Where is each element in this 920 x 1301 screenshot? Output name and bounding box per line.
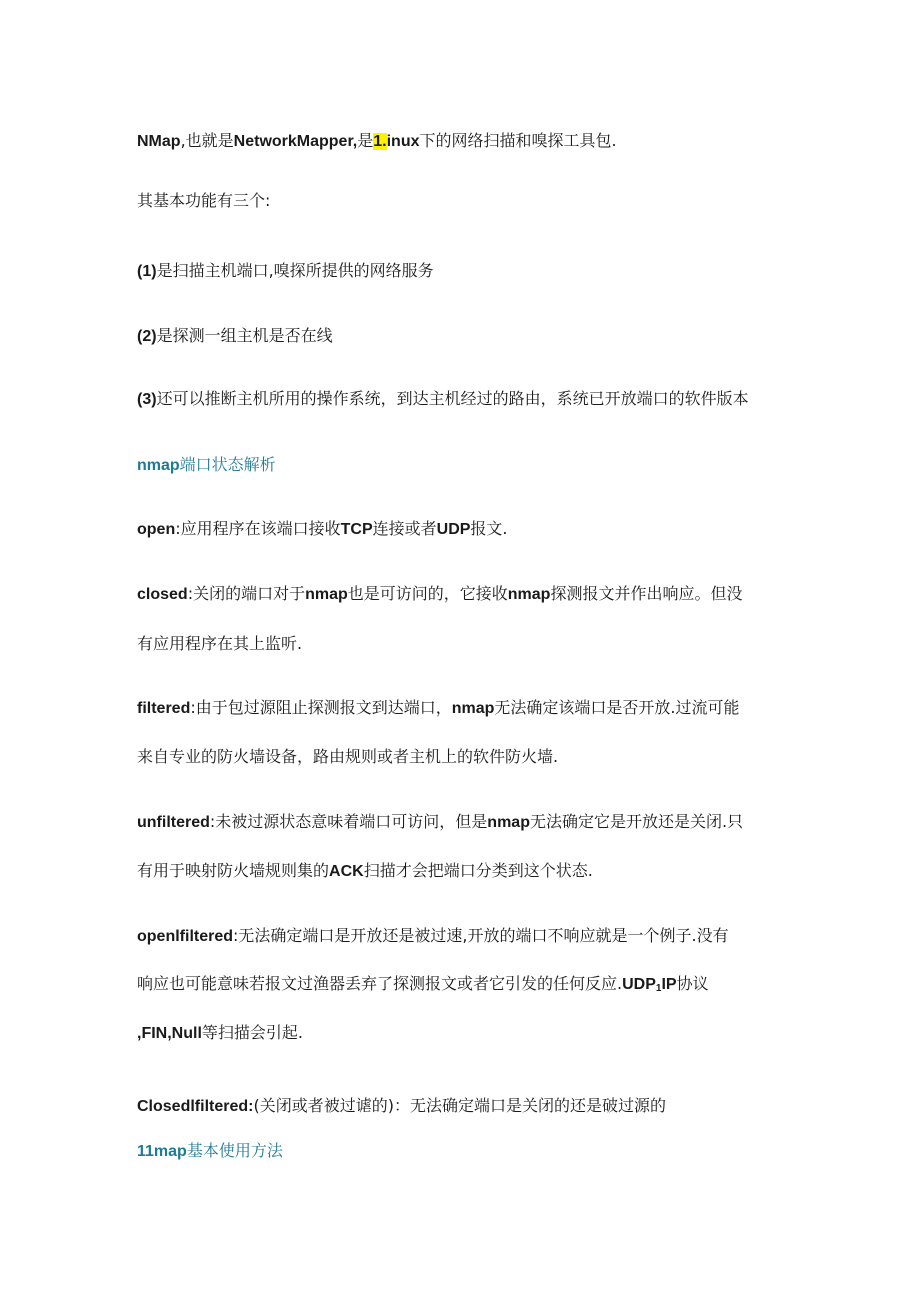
state-term: Closedlfiltered:: [137, 1098, 254, 1115]
heading-term: 11map: [137, 1143, 187, 1160]
state-term: closed: [137, 586, 188, 603]
term-network-mapper: NetworkMapper,: [233, 133, 358, 150]
state-text: 扫描才会把端口分类到这个状态.: [363, 861, 593, 880]
heading-text: 端口状态解析: [179, 455, 276, 474]
heading-text: 基本使用方法: [186, 1141, 283, 1160]
state-term: filtered: [137, 700, 191, 717]
term-nmap: nmap: [487, 814, 530, 831]
function-item-3: [137, 388, 797, 411]
state-text: 探测报文并作出响应。但没: [550, 584, 743, 603]
state-text: :关闭的端口对于: [187, 584, 306, 603]
state-text: :应用程序在该端口接收: [175, 519, 341, 538]
state-text: (关闭或者被过谑的)：无法确定端口是关闭的还是破过源的: [253, 1096, 666, 1115]
state-closed-line-2: 有应用程序在其上监听.: [137, 634, 303, 653]
state-term: openlfiltered: [137, 928, 234, 945]
state-text: 有用于映射防火墙规则集的: [137, 861, 330, 880]
state-filtered: [137, 697, 797, 720]
state-unfiltered: [137, 811, 797, 834]
state-term: open: [137, 521, 176, 538]
term-ack: ACK: [329, 863, 364, 880]
term-udp: UDP: [622, 976, 656, 993]
intro-text-2: 是: [357, 131, 374, 150]
term-nmap: nmap: [305, 586, 348, 603]
state-open: [137, 518, 797, 541]
intro-text-1: ,也就是: [180, 131, 234, 150]
term-tcp: TCP: [340, 521, 373, 538]
state-closed-filtered: [137, 1095, 797, 1118]
subscript-mark: 1: [655, 983, 662, 994]
term-nmap: nmap: [451, 700, 495, 717]
function-number: (3): [137, 391, 157, 408]
state-text: 报文.: [470, 519, 508, 538]
state-text: 无法确定该端口是否开放.过流可能: [494, 698, 740, 717]
state-closed: [137, 583, 797, 606]
function-number: (1): [137, 263, 157, 280]
state-text: 协议: [676, 974, 709, 993]
function-number: (2): [137, 328, 157, 345]
term-fin-null: ,FIN,Null: [137, 1025, 202, 1042]
state-text: 无法确定它是开放还是关闭.只: [529, 812, 744, 831]
state-unfiltered-line-2: [137, 860, 797, 883]
function-text: 还可以推断主机所用的操作系统，到达主机经过的路由，系统已开放端口的软件版本: [156, 389, 749, 408]
state-text: 连接或者: [372, 519, 437, 538]
state-text: 等扫描会引起.: [201, 1023, 303, 1042]
term-udp: UDP: [436, 521, 471, 538]
intro-paragraph: [137, 130, 797, 153]
state-text: :无法确定端口是开放还是被过速,开放的端口不响应就是一个例子.没有: [233, 926, 729, 945]
function-item-1: [137, 260, 797, 283]
state-term: unfiltered: [137, 814, 210, 831]
state-open-filtered-line-3: [137, 1022, 797, 1045]
state-open-filtered-line-2: [137, 973, 797, 996]
state-text: :由于包过源阻止探测报文到达端口，: [190, 698, 452, 717]
function-text: 是探测一组主机是否在线: [156, 326, 333, 345]
state-filtered-line-2: 来自专业的防火墙设备，路由规则或者主机上的软件防火墙.: [137, 747, 559, 766]
state-open-filtered: [137, 925, 797, 948]
term-nmap: NMap: [137, 133, 181, 150]
functions-intro: 其基本功能有三个:: [137, 191, 271, 210]
intro-text-3: 下的网络扫描和嗅探工具包.: [419, 131, 617, 150]
highlighted-text: 1.: [373, 133, 387, 150]
heading-term: nmap: [137, 457, 180, 474]
function-item-2: [137, 325, 797, 348]
state-text: :未被过源状态意味着端口可访问，但是: [209, 812, 488, 831]
function-text: 是扫描主机端口,嗅探所提供的网络服务: [156, 261, 434, 280]
term-nmap: nmap: [507, 586, 551, 603]
term-ip: IP: [661, 976, 677, 993]
section-heading-port-states: [137, 454, 797, 477]
state-text: 响应也可能意味若报文过渔器丢弃了探测报文或者它引发的任何反应.: [137, 974, 623, 993]
state-text: 也是可访问的，它接收: [347, 584, 508, 603]
term-linux: inux: [386, 133, 420, 150]
section-heading-basic-usage: [137, 1140, 797, 1163]
